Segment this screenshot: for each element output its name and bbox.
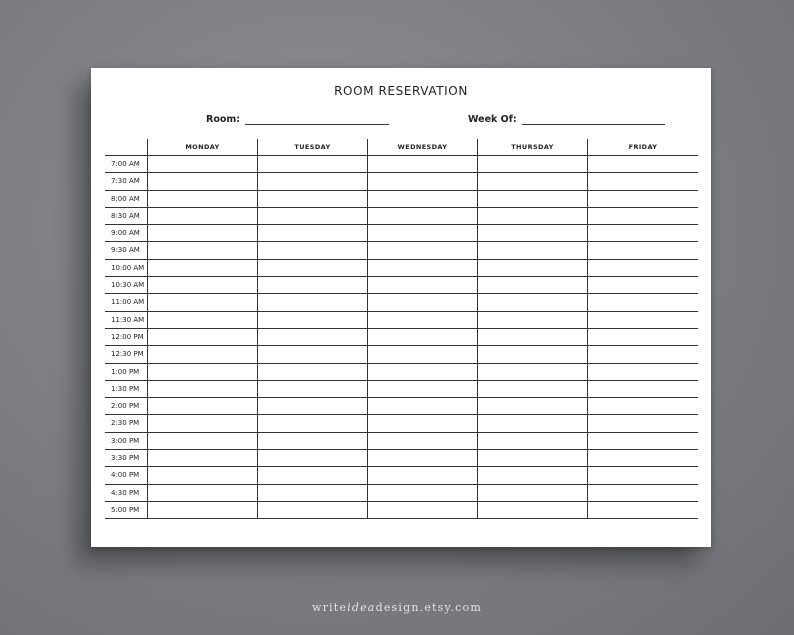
header-corner (105, 139, 148, 156)
time-label: 3:00 PM (105, 433, 148, 450)
slot-cell-monday[interactable] (148, 364, 258, 381)
slot-cell-wednesday[interactable] (368, 173, 478, 190)
slot-cell-wednesday[interactable] (368, 260, 478, 277)
slot-cell-thursday[interactable] (478, 502, 588, 519)
time-label: 4:30 PM (105, 485, 148, 502)
time-slot-row (105, 173, 698, 190)
slot-cell-thursday[interactable] (478, 156, 588, 173)
room-label: Room: (206, 114, 241, 125)
time-slot-row (105, 260, 698, 277)
slot-cell-tuesday[interactable] (258, 312, 368, 329)
time-slot-row (105, 208, 698, 225)
slot-cell-monday[interactable] (148, 346, 258, 363)
time-slot-row (105, 191, 698, 208)
slot-cell-wednesday[interactable] (368, 277, 478, 294)
slot-cell-tuesday[interactable] (258, 450, 368, 467)
reservation-sheet (91, 68, 711, 547)
slot-cell-tuesday[interactable] (258, 208, 368, 225)
time-label: 11:00 AM (105, 294, 148, 311)
time-label: 11:30 AM (105, 312, 148, 329)
page-title: ROOM RESERVATION (334, 84, 468, 98)
slot-cell-wednesday[interactable] (368, 398, 478, 415)
time-slot-row (105, 364, 698, 381)
slot-cell-friday[interactable] (588, 156, 698, 173)
slot-cell-wednesday[interactable] (368, 415, 478, 432)
slot-cell-tuesday[interactable] (258, 156, 368, 173)
time-label: 9:30 AM (105, 242, 148, 259)
time-label: 3:30 PM (105, 450, 148, 467)
slot-cell-tuesday[interactable] (258, 242, 368, 259)
day-header-monday: MONDAY (148, 139, 258, 156)
slot-cell-monday[interactable] (148, 467, 258, 484)
slot-cell-monday[interactable] (148, 485, 258, 502)
slot-cell-thursday[interactable] (478, 294, 588, 311)
slot-cell-tuesday[interactable] (258, 415, 368, 432)
slot-cell-tuesday[interactable] (258, 364, 368, 381)
slot-cell-monday[interactable] (148, 225, 258, 242)
slot-cell-friday[interactable] (588, 502, 698, 519)
time-slot-rows (105, 156, 698, 519)
slot-cell-thursday[interactable] (478, 433, 588, 450)
time-slot-row (105, 467, 698, 484)
week-of-input-line[interactable] (522, 114, 665, 125)
time-slot-row (105, 346, 698, 363)
slot-cell-friday[interactable] (588, 415, 698, 432)
slot-cell-monday[interactable] (148, 277, 258, 294)
time-slot-row (105, 433, 698, 450)
time-slot-row (105, 329, 698, 346)
time-label: 9:00 AM (105, 225, 148, 242)
slot-cell-monday[interactable] (148, 173, 258, 190)
time-slot-row (105, 156, 698, 173)
slot-cell-friday[interactable] (588, 485, 698, 502)
watermark-accent: idea (347, 601, 376, 614)
slot-cell-friday[interactable] (588, 294, 698, 311)
slot-cell-monday[interactable] (148, 415, 258, 432)
slot-cell-thursday[interactable] (478, 208, 588, 225)
slot-cell-tuesday[interactable] (258, 467, 368, 484)
time-slot-row (105, 294, 698, 311)
slot-cell-wednesday[interactable] (368, 294, 478, 311)
watermark-prefix: write (312, 601, 348, 614)
time-slot-row (105, 485, 698, 502)
slot-cell-monday[interactable] (148, 260, 258, 277)
day-header-thursday: THURSDAY (478, 139, 588, 156)
slot-cell-thursday[interactable] (478, 277, 588, 294)
time-slot-row (105, 415, 698, 432)
time-label: 8:00 AM (105, 191, 148, 208)
slot-cell-tuesday[interactable] (258, 277, 368, 294)
slot-cell-monday[interactable] (148, 450, 258, 467)
slot-cell-friday[interactable] (588, 191, 698, 208)
time-label: 12:00 PM (105, 329, 148, 346)
watermark-suffix: design.etsy.com (375, 601, 482, 614)
slot-cell-friday[interactable] (588, 450, 698, 467)
slot-cell-monday[interactable] (148, 208, 258, 225)
slot-cell-friday[interactable] (588, 225, 698, 242)
slot-cell-wednesday[interactable] (368, 467, 478, 484)
slot-cell-wednesday[interactable] (368, 191, 478, 208)
slot-cell-monday[interactable] (148, 191, 258, 208)
slot-cell-friday[interactable] (588, 346, 698, 363)
slot-cell-wednesday[interactable] (368, 502, 478, 519)
slot-cell-wednesday[interactable] (368, 208, 478, 225)
slot-cell-tuesday[interactable] (258, 173, 368, 190)
slot-cell-tuesday[interactable] (258, 381, 368, 398)
slot-cell-wednesday[interactable] (368, 156, 478, 173)
time-slot-row (105, 502, 698, 519)
slot-cell-wednesday[interactable] (368, 312, 478, 329)
day-header-row (105, 139, 698, 156)
slot-cell-tuesday[interactable] (258, 433, 368, 450)
slot-cell-tuesday[interactable] (258, 398, 368, 415)
time-label: 1:00 PM (105, 364, 148, 381)
slot-cell-wednesday[interactable] (368, 485, 478, 502)
slot-cell-wednesday[interactable] (368, 329, 478, 346)
time-slot-row (105, 398, 698, 415)
slot-cell-friday[interactable] (588, 467, 698, 484)
slot-cell-thursday[interactable] (478, 242, 588, 259)
time-label: 7:00 AM (105, 156, 148, 173)
time-slot-row (105, 312, 698, 329)
slot-cell-thursday[interactable] (478, 312, 588, 329)
slot-cell-thursday[interactable] (478, 364, 588, 381)
slot-cell-tuesday[interactable] (258, 294, 368, 311)
slot-cell-monday[interactable] (148, 312, 258, 329)
slot-cell-friday[interactable] (588, 381, 698, 398)
slot-cell-tuesday[interactable] (258, 260, 368, 277)
slot-cell-wednesday[interactable] (368, 433, 478, 450)
slot-cell-tuesday[interactable] (258, 485, 368, 502)
slot-cell-monday[interactable] (148, 502, 258, 519)
schedule-grid (105, 139, 698, 519)
time-label: 7:30 AM (105, 173, 148, 190)
slot-cell-monday[interactable] (148, 156, 258, 173)
slot-cell-friday[interactable] (588, 277, 698, 294)
slot-cell-thursday[interactable] (478, 191, 588, 208)
slot-cell-thursday[interactable] (478, 467, 588, 484)
time-label: 4:00 PM (105, 467, 148, 484)
time-label: 10:00 AM (105, 260, 148, 277)
slot-cell-friday[interactable] (588, 242, 698, 259)
time-label: 10:30 AM (105, 277, 148, 294)
room-field (206, 111, 389, 125)
slot-cell-monday[interactable] (148, 398, 258, 415)
slot-cell-wednesday[interactable] (368, 225, 478, 242)
slot-cell-friday[interactable] (588, 329, 698, 346)
slot-cell-thursday[interactable] (478, 398, 588, 415)
room-input-line[interactable] (245, 114, 389, 125)
slot-cell-thursday[interactable] (478, 225, 588, 242)
slot-cell-friday[interactable] (588, 312, 698, 329)
slot-cell-thursday[interactable] (478, 329, 588, 346)
slot-cell-thursday[interactable] (478, 260, 588, 277)
slot-cell-thursday[interactable] (478, 485, 588, 502)
day-header-friday: FRIDAY (588, 139, 698, 156)
week-of-label: Week Of: (468, 114, 517, 125)
slot-cell-wednesday[interactable] (368, 364, 478, 381)
slot-cell-thursday[interactable] (478, 381, 588, 398)
slot-cell-friday[interactable] (588, 364, 698, 381)
time-label: 2:30 PM (105, 415, 148, 432)
time-label: 2:00 PM (105, 398, 148, 415)
time-slot-row (105, 277, 698, 294)
time-slot-row (105, 381, 698, 398)
slot-cell-tuesday[interactable] (258, 225, 368, 242)
day-header-wednesday: WEDNESDAY (368, 139, 478, 156)
slot-cell-monday[interactable] (148, 294, 258, 311)
slot-cell-friday[interactable] (588, 433, 698, 450)
slot-cell-thursday[interactable] (478, 346, 588, 363)
slot-cell-monday[interactable] (148, 433, 258, 450)
slot-cell-wednesday[interactable] (368, 381, 478, 398)
slot-cell-tuesday[interactable] (258, 329, 368, 346)
slot-cell-friday[interactable] (588, 398, 698, 415)
time-label: 8:30 AM (105, 208, 148, 225)
week-of-field (468, 111, 665, 125)
time-slot-row (105, 242, 698, 259)
slot-cell-tuesday[interactable] (258, 191, 368, 208)
slot-cell-monday[interactable] (148, 381, 258, 398)
slot-cell-wednesday[interactable] (368, 450, 478, 467)
slot-cell-monday[interactable] (148, 242, 258, 259)
slot-cell-wednesday[interactable] (368, 242, 478, 259)
slot-cell-friday[interactable] (588, 208, 698, 225)
time-label: 12:30 PM (105, 346, 148, 363)
slot-cell-wednesday[interactable] (368, 346, 478, 363)
slot-cell-thursday[interactable] (478, 173, 588, 190)
slot-cell-friday[interactable] (588, 173, 698, 190)
watermark (0, 601, 794, 614)
time-label: 1:30 PM (105, 381, 148, 398)
time-slot-row (105, 225, 698, 242)
slot-cell-thursday[interactable] (478, 415, 588, 432)
slot-cell-thursday[interactable] (478, 450, 588, 467)
time-label: 5:00 PM (105, 502, 148, 519)
day-header-tuesday: TUESDAY (258, 139, 368, 156)
slot-cell-friday[interactable] (588, 260, 698, 277)
slot-cell-monday[interactable] (148, 329, 258, 346)
time-slot-row (105, 450, 698, 467)
slot-cell-tuesday[interactable] (258, 502, 368, 519)
slot-cell-tuesday[interactable] (258, 346, 368, 363)
